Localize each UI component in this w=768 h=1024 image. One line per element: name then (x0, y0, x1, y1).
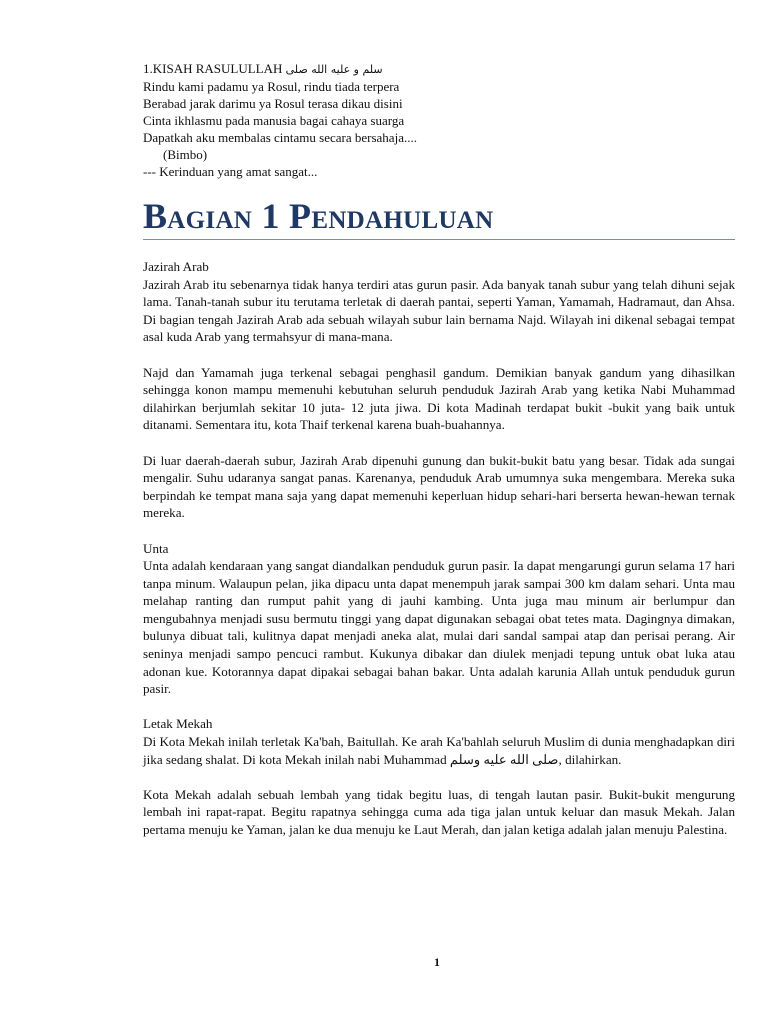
document-body (143, 258, 735, 856)
poem-attribution: (Bimbo) (163, 147, 208, 162)
section-heading: Unta (143, 540, 169, 556)
paragraph: Najd dan Yamamah juga terkenal sebagai penghasil gandum. Demikian banyak gandum yang dihasilkan sehingga konon mampu memenuhi kebutuhan seluruh penduduk Jazirah Arab yang ketika Nabi Muhammad dilahirkan berjumlah sekitar 10 juta- 12 juta jiwa. Di kota Madinah terdapat bukit -bukit yang baik untuk ditanami. Sementara itu, kota Thaif terkenal karena buah-buahannya. (143, 364, 735, 433)
section-heading: Letak Mekah (143, 716, 213, 732)
section-title: Bagian 1 Pendahuluan (143, 196, 735, 240)
poem-line: Berabad jarak darimu ya Rosul terasa dikau disini (143, 96, 403, 111)
section-heading: Jazirah Arab (143, 259, 209, 274)
section-jazirah-arab (143, 258, 735, 346)
intro-title-text: 1.KISAH RASULULLAH (143, 61, 283, 76)
intro-title (143, 60, 583, 78)
paragraph: Kota Mekah adalah sebuah lembah yang tidak begitu luas, di tengah lautan pasir. Bukit-bukit mengurung lembah ini rapat-rapat. Begitu rapatnya sehingga cuma ada tiga jalan untuk keluar dan masuk Mekah. Jalan pertama menuju ke Yaman, jalan ke dua menuju ke Laut Merah, dan jalan ketiga adalah jalan menuju Palestina. (143, 786, 735, 837)
section-letak-mekah (143, 715, 735, 768)
poem-line: Cinta ikhlasmu pada manusia bagai cahaya suarga (143, 113, 405, 128)
poem-closing: --- Kerinduan yang amat sangat... (143, 164, 318, 179)
paragraph: Di luar daerah-daerah subur, Jazirah Arab dipenuhi gunung dan bukit-bukit batu yang besar. Tidak ada sungai mengalir. Suhu udaranya sangat panas. Karenanya, penduduk Arab umumnya suka mengembara. Mereka suka berpindah ke tempat mana saja yang dapat memenuhi keperluan hidup sehari-hari berserta hewan-hewan ternak mereka. (143, 452, 735, 521)
poem-line: Dapatkah aku membalas cintamu secara bersahaja.... (143, 130, 417, 145)
page-number: 1 (434, 955, 440, 969)
intro-title-arabic: سلم و عليه الله صلى (285, 63, 383, 76)
section-unta (143, 540, 735, 698)
poem-line: Rindu kami padamu ya Rosul, rindu tiada terpera (143, 79, 400, 94)
intro-block (143, 60, 583, 180)
paragraph: Jazirah Arab itu sebenarnya tidak hanya terdiri atas gurun pasir. Ada banyak tanah subur yang telah dihuni sejak lama. Tanah-tanah subur itu terutama terletak di daerah pantai, seperti Yaman, Yamamah, Hadramaut, dan Ahsa. Di bagian tengah Jazirah Arab ada sebuah wilayah subur lain bernama Najd. Wilayah ini dikenal sebagai tempat asal kuda Arab yang termahsyur di mana-mana. (143, 276, 735, 345)
paragraph: Di Kota Mekah inilah terletak Ka'bah, Baitullah. Ke arah Ka'bahlah seluruh Muslim di dunia menghadapkan diri jika sedang shalat. Di kota Mekah inilah nabi Muhammad صلى الله عليه وسلم, dilahirkan. (143, 734, 735, 767)
paragraph: Unta adalah kendaraan yang sangat diandalkan penduduk gurun pasir. Ia dapat mengarungi gurun selama 17 hari tanpa minum. Walaupun pelan, jika dipacu unta dapat menempuh jarak sampai 300 km dalam sehari. Unta mau melahap ranting dan rumput pahit yang di jauhi kambing. Unta juga mau minum air berlumpur dan mengubahnya menjadi susu bermutu tinggi yang dapat digunakan sebagai obat tetes mata. Dagingnya dimakan, bulunya dibuat tali, kulitnya dapat menjadi aneka alat, mulai dari sandal sampai atap dan perisai perang. Air seninya menjadi sampo pencuci rambut. Kukunya dibakar dan diulek menjadi tepung untuk obat luka atau adonan kue. Kotorannya dapat dipakai sebagai bahan bakar. Unta adalah karunia Allah untuk penduduk gurun pasir. (143, 558, 735, 697)
